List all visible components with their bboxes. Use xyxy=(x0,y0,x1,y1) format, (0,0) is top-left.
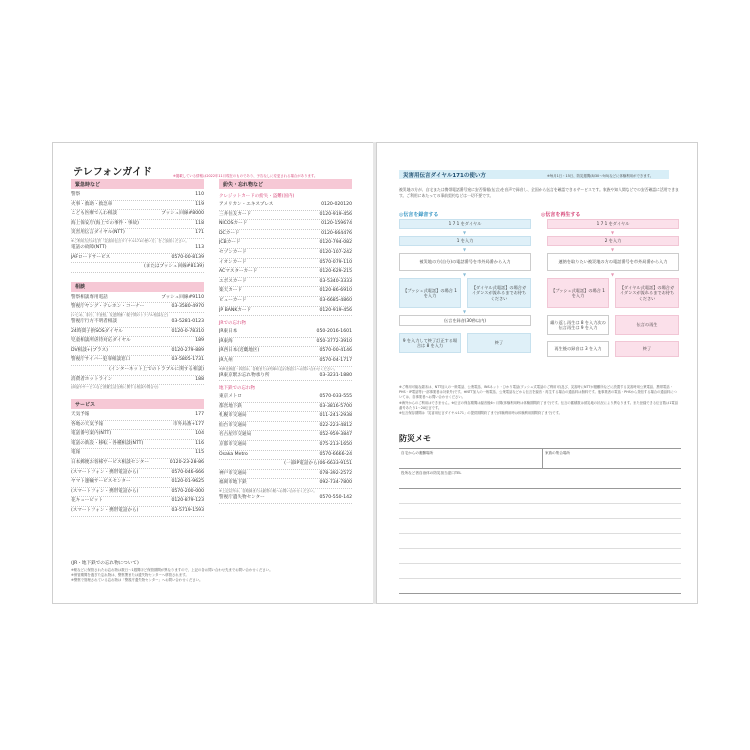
phone-number: 0120-107-242 xyxy=(319,249,352,255)
phone-row xyxy=(219,230,352,240)
phone-number: 110 xyxy=(195,192,204,197)
phone-number: 050-2016-1601 xyxy=(316,329,352,335)
play-step-dial: 1 7 1 をダイヤル xyxy=(547,219,679,229)
phone-row xyxy=(71,497,204,507)
phone-number: 011-241-2938 xyxy=(319,413,352,419)
contact-name: Osaka Metro xyxy=(219,451,248,457)
contact-name: ビューカード xyxy=(219,297,247,303)
contact-name: JR西日本(近畿地区) xyxy=(219,348,260,354)
contact-name: 児童相談所虐待対応ダイヤル xyxy=(71,338,131,344)
phone-row xyxy=(219,287,352,297)
phone-row xyxy=(71,210,204,220)
contact-name: JAFロードサービス xyxy=(71,254,111,260)
phone-row xyxy=(71,507,204,517)
memo-rule xyxy=(399,448,681,449)
record-end-push: 9 を入力して終了訂正する場合は 8 を入力 xyxy=(399,333,461,353)
phone-number: 0120-279-889 xyxy=(171,347,204,353)
memo-writing-line xyxy=(399,563,681,564)
phone-row xyxy=(219,403,352,413)
memo-rule xyxy=(399,468,681,469)
memo-writing-line xyxy=(399,518,681,519)
phone-row xyxy=(219,201,352,211)
phone-row xyxy=(219,431,352,441)
phone-number: 189 xyxy=(195,338,204,344)
memo-rule xyxy=(399,593,681,594)
phone-row xyxy=(71,318,204,328)
phone-row xyxy=(219,278,352,288)
contact-name: 警視庁行方不明者相談 xyxy=(71,318,117,324)
phone-number: 0570-079-110 xyxy=(319,259,352,265)
contact-name: 電話の新設・移転・各種相談(NTT) xyxy=(71,440,144,446)
phone-number: 075-213-1650 xyxy=(319,442,352,448)
phone-row xyxy=(219,239,352,249)
phone-row xyxy=(219,393,352,403)
phone-number: 0120-020120 xyxy=(321,202,352,207)
phone-number: 0570-04-1717 xyxy=(319,357,352,363)
play-step-rerecord: 再生後の録音は 3 を入力 xyxy=(547,341,609,357)
phone-row xyxy=(219,211,352,221)
row-note: (いじめ、非行、不登校、友達関係・親子間のトラブル相談など) xyxy=(71,312,169,317)
play-step-number: 連絡を取りたい被災地の方の電話番号を市外局番から入力 xyxy=(547,253,679,271)
memo-rule xyxy=(399,488,681,489)
subsection-title: JRでの忘れ物 xyxy=(219,321,246,327)
memo-divider xyxy=(542,448,543,468)
phone-row xyxy=(219,372,352,382)
phone-number: 113 xyxy=(195,244,204,250)
intro-text: 被災地の方が、自宅または携帯電話番号宛に安否情報(伝言)を音声で録音し、全国から伝言を確認できるサービスです。家族や知人間などでの安否確認に活用できます。ご利用にあたっての事前契約などは一切不要です。 xyxy=(399,187,679,198)
phone-number: 116 xyxy=(195,440,204,446)
phone-row xyxy=(219,460,352,470)
note-line: ※海外からのご利用はできません。※伝言の保存期間は録音後6ヶ月間(体験利用時は体験期間終了まで)です。伝言の蓄積数は被災地の状況により異なります。また登録できる伝言数は1電話番号あたり1～20伝言です。 xyxy=(399,400,679,410)
phone-row xyxy=(219,451,352,461)
lost-items-footnotes xyxy=(71,568,273,584)
phone-row xyxy=(71,366,204,376)
phone-row xyxy=(71,469,204,479)
phone-row xyxy=(71,440,204,450)
contact-name: JR東日本 xyxy=(219,329,238,335)
contact-name: NICOSカード xyxy=(219,221,248,227)
phone-number: 171 xyxy=(195,230,204,236)
contact-name: セゾンカード xyxy=(219,249,247,255)
phone-number: 115 xyxy=(195,450,204,456)
play-option-push: 【プッシュ式電話】の場合 1 を入力 xyxy=(547,278,609,308)
phone-row xyxy=(71,328,204,338)
row-note: ※上記以外は、各路線または最寄の駅へお問い合わせください。 xyxy=(219,489,317,494)
phone-number: 03-5805-1731 xyxy=(171,357,204,363)
memo-title: 防災メモ xyxy=(399,434,431,443)
phone-row xyxy=(71,337,204,347)
phone-row xyxy=(219,422,352,432)
section-header: 緊急時など xyxy=(71,179,204,189)
phone-row xyxy=(71,411,204,421)
contact-name: 京都市交通局 xyxy=(219,442,247,448)
contact-name: 電報 xyxy=(71,450,81,456)
emergency-column xyxy=(71,179,204,517)
phone-number: 0120-86-6910 xyxy=(319,288,352,294)
phone-number: 0120-664476 xyxy=(321,230,352,236)
phone-number: プッシュ回線#9110 xyxy=(161,294,204,300)
phone-row xyxy=(219,259,352,269)
phone-number: 0570-033-555 xyxy=(319,394,352,400)
section-header: 相談 xyxy=(71,282,204,292)
play-step-key: 2 を入力 xyxy=(547,236,679,246)
phone-number: 0120-919-456 xyxy=(319,307,352,313)
phone-number: 0120-629-215 xyxy=(319,269,352,275)
contact-name: 札幌市交通局 xyxy=(219,413,247,419)
phone-row xyxy=(219,328,352,338)
phone-number: 0120-879-123 xyxy=(171,498,204,504)
phone-number: (一部IP電話から)06-6633-9151 xyxy=(284,461,352,467)
down-arrow-icon: ▼ xyxy=(611,230,615,235)
contact-name: 警視庁ヤング・テレホン・コーナー xyxy=(71,304,145,310)
contact-name: (スマートフォン・携帯電話から) xyxy=(71,469,139,475)
memo-writing-line xyxy=(399,548,681,549)
contact-name: 警視庁サイバー犯罪相談窓口 xyxy=(71,357,131,363)
phone-row xyxy=(219,441,352,451)
phone-number: プッシュ回線#8000 xyxy=(161,211,204,217)
subsection-title: クレジットカードの紛失・盗難(国内) xyxy=(219,194,295,199)
phone-row xyxy=(71,347,204,357)
trial-note: ※毎月1日・15日、防災週間(8/30～9/5)などに体験利用ができます。 xyxy=(547,174,654,178)
down-arrow-icon: ▼ xyxy=(611,272,615,277)
phone-row xyxy=(219,357,352,367)
contact-name: 三井住友カード xyxy=(219,211,252,217)
record-step-record: 伝言を録音(30秒以内) xyxy=(399,315,531,326)
phone-number: 03-5719-1593 xyxy=(171,508,204,514)
phone-number: 0570-00-8139 xyxy=(171,254,204,260)
down-arrow-icon: ▼ xyxy=(463,272,467,277)
phone-number: (またはプッシュ回線#8139) xyxy=(143,264,204,270)
phone-number: 0570-6666-24 xyxy=(319,451,352,457)
phone-number: 03-3231-1880 xyxy=(319,372,352,378)
down-arrow-icon: ▼ xyxy=(463,247,467,252)
record-step-key: 1 を入力 xyxy=(399,236,531,246)
phone-number: 0570-00-4146 xyxy=(319,348,352,354)
record-step-number: 被災地の方(自分)の電話番号を市外局番から入力 xyxy=(399,253,531,271)
note-line: ※伝言保存期間は「災害用伝言ダイヤル171」の提供期間終了まで(体験利用時は体験利用期間終了まで)です。 xyxy=(399,411,562,416)
play-heading: ◎伝言を再生する xyxy=(541,212,581,218)
phone-row xyxy=(219,494,352,504)
contact-name: 各地の天気予報 xyxy=(71,421,104,427)
play-step-playback: 伝言の再生 xyxy=(615,315,679,335)
contact-name: 天気予報 xyxy=(71,412,90,418)
phone-number: 03-3816-5700 xyxy=(319,403,352,409)
phone-number: 092-734-7800 xyxy=(319,480,352,486)
phone-number: 03-5281-0123 xyxy=(171,318,204,324)
phone-row xyxy=(219,470,352,480)
phone-number: 078-392-2572 xyxy=(319,470,352,476)
phone-row xyxy=(71,488,204,498)
contact-name: こども医療でんわ相談 xyxy=(71,211,117,217)
contact-name: 都営地下鉄 xyxy=(219,403,242,409)
phone-number: 0570-550-142 xyxy=(319,495,352,501)
phone-number: 0570-046-666 xyxy=(171,469,204,475)
memo-home-evac: 自宅からの避難場所 xyxy=(401,451,434,455)
subsection-title: 地下鉄での忘れ物 xyxy=(219,386,255,392)
contact-name: (スマートフォン・携帯電話から) xyxy=(71,488,139,494)
contact-name: 警視庁遺失物センター xyxy=(219,495,265,501)
memo-office-tel: 役所など者自治体の防災担当窓口TEL xyxy=(401,471,462,475)
phone-row xyxy=(71,229,204,239)
phone-number: 0120-0-78310 xyxy=(171,328,204,334)
section-title: 災害用伝言ダイヤル171の使い方 xyxy=(403,173,486,179)
phone-number: 052-959-3847 xyxy=(319,432,352,438)
contact-name: 電話の故障(NTT) xyxy=(71,244,107,250)
section-header: 紛失・忘れ物など xyxy=(219,179,352,189)
phone-number: 022-223-4812 xyxy=(319,422,352,428)
phone-number: 03-6685-4860 xyxy=(319,297,352,303)
contact-name: 楽天カード xyxy=(219,288,242,294)
phone-number: 0120-159674 xyxy=(321,221,352,227)
phone-row xyxy=(71,191,204,201)
usage-notes xyxy=(399,385,679,416)
down-arrow-icon: ▼ xyxy=(611,247,615,252)
phone-number: 119 xyxy=(195,201,204,207)
phone-row xyxy=(71,421,204,431)
phone-row xyxy=(71,294,204,304)
phone-number: 0120-01-9625 xyxy=(171,479,204,485)
contact-name: 仙台市交通局 xyxy=(219,422,247,428)
down-arrow-icon: ▼ xyxy=(463,309,467,314)
contact-name: JR九州 xyxy=(219,357,233,363)
phone-number: 03-3580-4970 xyxy=(171,304,204,310)
phone-row xyxy=(71,201,204,211)
contact-name: JR東海 xyxy=(219,338,233,344)
contact-name: JR東京駅お忘れ物承り所 xyxy=(219,372,270,378)
contact-name: 東京メトロ xyxy=(219,394,242,400)
phone-row xyxy=(71,244,204,254)
contact-name: 災害用伝言ダイヤル(NTT) xyxy=(71,230,125,236)
phone-row xyxy=(219,479,352,489)
phone-row xyxy=(71,356,204,366)
contact-name: (スマートフォン・携帯電話から) xyxy=(71,508,139,514)
play-step-repeat: 繰り返し再生は 8 を入力次の伝言再生は 9 を入力 xyxy=(547,315,609,335)
section-header: サービス xyxy=(71,399,204,409)
contact-name: 海上保安庁(海上での事件・事故) xyxy=(71,220,139,226)
down-arrow-icon: ▼ xyxy=(463,230,467,235)
phone-number: 0120-23-28-86 xyxy=(169,460,204,466)
note-line: ※ご利用可能な端末は、NTT加入の一般電話、公衆電話、INSネット・ひかり電話(プッシュ式電話のご利用可)及び、災害時にNTTが避難所などに設置する災害時用公衆電話、携帯電話・PHS・IP電話等(一部事業者は対象外)です。※NTT加入の一般電話、公衆電話などから伝言を録音・再生する場合の通話料は無料です。他事業者の電話・PHSから発信する場合の通話料については、各事業者へお問い合わせください。 xyxy=(399,385,677,400)
phone-row xyxy=(71,478,204,488)
contact-name: 消費者ホットライン xyxy=(71,376,113,382)
footnote-line: ※駅などに保管されたお忘れ物は数日～1週間ほど保管期間が異なりますので、上記の各お問い合わせ先までお問い合わせください。 xyxy=(71,568,273,572)
phone-number: 188 xyxy=(195,376,204,382)
phone-row xyxy=(71,376,204,386)
contact-name: JCBカード xyxy=(219,240,241,246)
phone-number: 118 xyxy=(195,220,204,226)
phone-row xyxy=(219,249,352,259)
info-notice: ※掲載している情報は2022年11月現在のものであり、予告なしに変更される場合があります。 xyxy=(173,174,318,178)
phone-row xyxy=(71,263,204,273)
phone-row xyxy=(71,430,204,440)
record-option-dial: 【ダイヤル式電話】の場合ガイダンスが流れるまでお待ちください xyxy=(467,278,531,308)
contact-name: ACマスターカード xyxy=(219,269,258,275)
footnote-line: ※警察で管理されている忘れ物は「警視庁遺失物センター」へお問い合わせください。 xyxy=(71,578,203,583)
play-option-dial: 【ダイヤル式電話】の場合ガイダンスが流れるまでお待ちください xyxy=(615,278,679,308)
right-page xyxy=(376,142,698,604)
contact-name: イオンカード xyxy=(219,259,247,265)
contact-name: 日本郵便お客様サービス相談センター xyxy=(71,460,149,466)
contact-name: 花キューピット xyxy=(71,498,103,504)
row-note: ※ご利用方法は右頁「災害用伝言ダイヤル171の使い方」をご参照ください。 xyxy=(71,238,189,243)
contact-name: 24時間子供SOSダイヤル xyxy=(71,328,123,334)
phone-row xyxy=(71,459,204,469)
phone-number: 050-3772-3910 xyxy=(316,338,352,344)
contact-name: JP BANKカード xyxy=(219,307,252,313)
play-end: 終了 xyxy=(615,341,679,357)
phone-number: (インターネット上でのトラブルに関する相談) xyxy=(109,366,204,372)
contact-name: エポスカード xyxy=(219,278,247,284)
contact-name: DCカード xyxy=(219,230,240,236)
footnote-line: ※保管期間を過ぎた忘れ物は、警察署または遺失物センターへ移管されます。 xyxy=(71,573,189,578)
record-heading: ◎伝言を録音する xyxy=(399,212,439,218)
left-page xyxy=(52,142,374,604)
contact-name: ヤマト運輸サービスセンター xyxy=(71,479,131,485)
page-title: テレフォンガイド xyxy=(73,167,152,178)
contact-name: 火事・救助・救急車 xyxy=(71,201,113,207)
phone-number: 0120-919-456 xyxy=(319,211,352,217)
record-end-dial: 終了 xyxy=(467,333,531,353)
phone-row xyxy=(71,220,204,230)
contact-name: 福岡市地下鉄 xyxy=(219,480,247,486)
contact-name: 警察 xyxy=(71,192,81,197)
phone-row xyxy=(219,347,352,357)
phone-number: 0570-200-000 xyxy=(171,488,204,494)
record-option-push: 【プッシュ式電話】の場合 1 を入力 xyxy=(399,278,461,308)
row-note: (商品やサービスなど消費生活全般に関する相談や問合せ) xyxy=(71,385,159,390)
phone-number: 104 xyxy=(195,431,204,437)
phone-row xyxy=(219,268,352,278)
phone-row xyxy=(71,303,204,313)
contact-name: アメリカン・エキスプレス xyxy=(219,202,274,207)
phone-row xyxy=(71,254,204,264)
phone-row xyxy=(219,220,352,230)
lost-items-column xyxy=(219,179,352,504)
phone-number: 177 xyxy=(195,412,204,418)
memo-writing-line xyxy=(399,503,681,504)
memo-writing-line xyxy=(399,533,681,534)
contact-name: DV相談+(プラス) xyxy=(71,347,108,353)
contact-name: 名古屋市交通局 xyxy=(219,432,252,438)
phone-row xyxy=(219,338,352,348)
phone-row xyxy=(71,449,204,459)
memo-writing-line xyxy=(399,578,681,579)
phone-row xyxy=(219,307,352,317)
record-step-dial: 1 7 1 をダイヤル xyxy=(399,219,531,229)
memo-family-meet: 家族の集合場所 xyxy=(545,451,571,455)
row-note: ※JR北海道・四国は、各駅または列車の忘れ物窓口へお問い合わせください。 xyxy=(219,366,338,371)
phone-number: 03-5340-3333 xyxy=(319,278,352,284)
contact-name: 神戸市交通局 xyxy=(219,470,247,476)
phone-number: 市外局番+177 xyxy=(173,421,204,427)
phone-row xyxy=(219,412,352,422)
contact-name: 電話番号案内(NTT) xyxy=(71,431,112,437)
lost-items-footnote-title: (JR・地下鉄での忘れ物について) xyxy=(71,561,139,566)
phone-row xyxy=(219,297,352,307)
contact-name: 警察相談専用電話 xyxy=(71,294,108,300)
phone-number: 0120-794-082 xyxy=(319,240,352,246)
